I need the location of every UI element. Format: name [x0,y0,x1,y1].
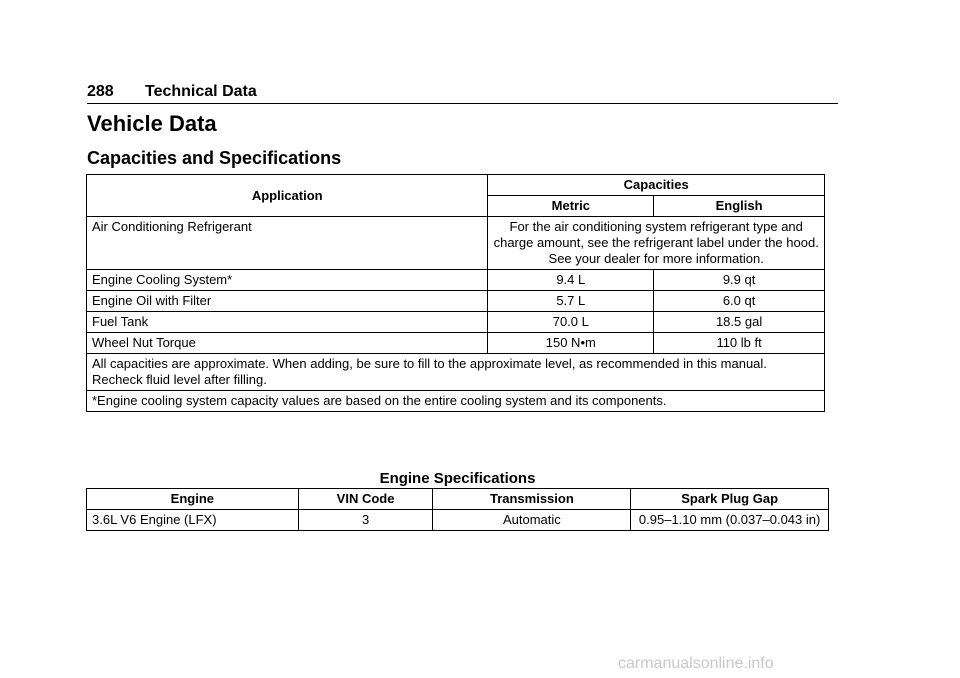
capacities-table [86,174,825,412]
application-header: Application [87,175,488,217]
page-header [87,83,838,104]
application-cell: Fuel Tank [87,312,488,333]
metric-cell: 150 N•m [488,333,654,354]
table-row [87,333,825,354]
vin-code-cell: 3 [298,510,433,531]
transmission-header: Transmission [433,489,631,510]
english-cell: 9.9 qt [654,270,825,291]
footnote-row [87,391,825,412]
application-cell: Air Conditioning Refrigerant [87,217,488,270]
cooling-footnote: *Engine cooling system capacity values are based on the entire cooling system and its components. [87,391,825,412]
engine-specs-table [86,488,829,531]
english-cell: 18.5 gal [654,312,825,333]
approximate-note: All capacities are approximate. When adding, be sure to fill to the approximate level, as recommended in this manual. Recheck fluid level after filling. [87,354,825,391]
english-cell: 6.0 qt [654,291,825,312]
capacities-header: Capacities [488,175,825,196]
table-row [87,217,825,270]
transmission-cell: Automatic [433,510,631,531]
engine-cell: 3.6L V6 Engine (LFX) [87,510,299,531]
page-title: Vehicle Data [87,111,217,136]
table-row [87,312,825,333]
section-subtitle: Capacities and Specifications [87,148,342,168]
metric-cell: 5.7 L [488,291,654,312]
metric-cell: 70.0 L [488,312,654,333]
watermark-text: carmanualsonline.info [618,655,774,672]
page-number: 288 [87,83,114,100]
application-cell: Engine Cooling System* [87,270,488,291]
table-row [87,291,825,312]
english-cell: 110 lb ft [654,333,825,354]
table-row [87,510,829,531]
refrigerant-note: For the air conditioning system refrigerant type and charge amount, see the refrigerant label under the hood. See your dealer for more information. [488,217,825,270]
metric-header: Metric [488,196,654,217]
section-title: Technical Data [145,83,257,100]
spark-plug-gap-cell: 0.95–1.10 mm (0.037–0.043 in) [631,510,829,531]
application-cell: Wheel Nut Torque [87,333,488,354]
engine-specs-title: Engine Specifications [379,470,536,487]
engine-header: Engine [87,489,299,510]
vin-code-header: VIN Code [298,489,433,510]
application-cell: Engine Oil with Filter [87,291,488,312]
footnote-row [87,354,825,391]
spark-plug-gap-header: Spark Plug Gap [631,489,829,510]
english-header: English [654,196,825,217]
metric-cell: 9.4 L [488,270,654,291]
table-row [87,270,825,291]
